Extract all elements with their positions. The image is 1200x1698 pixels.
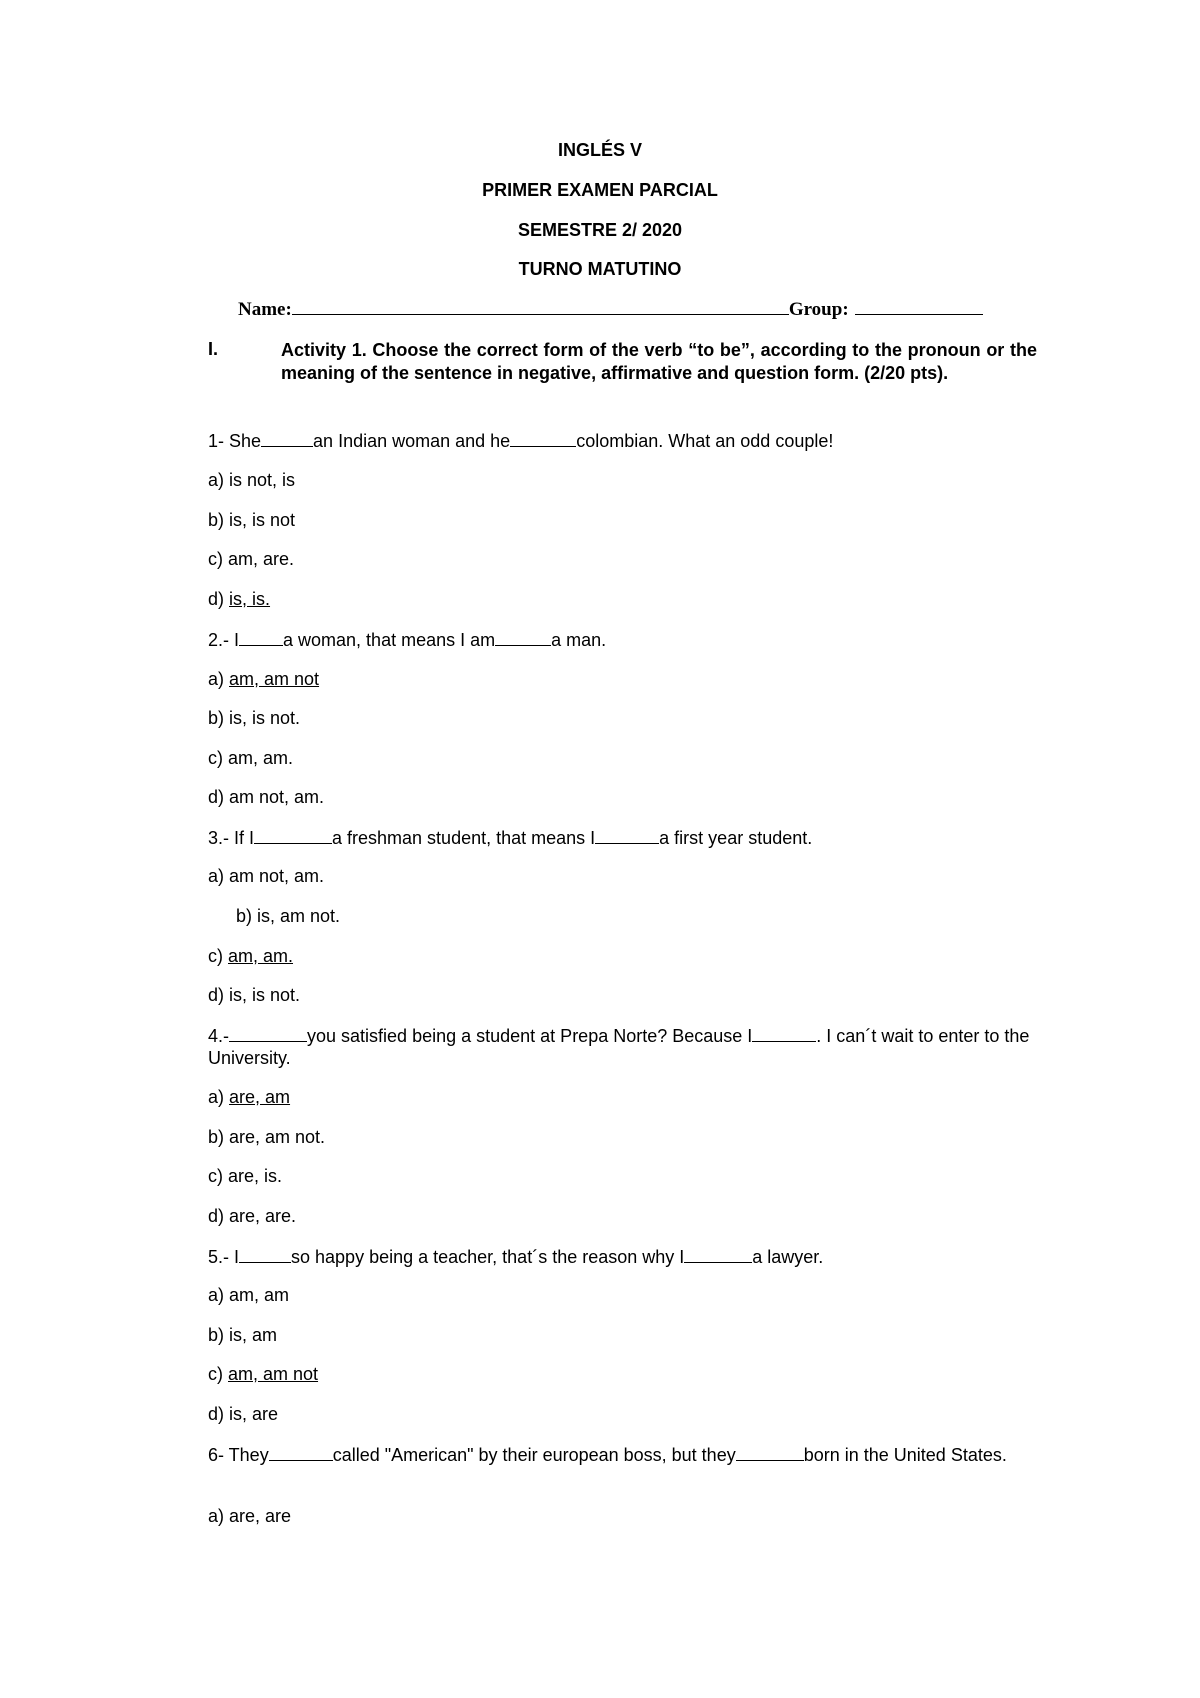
option-selected [208,1364,318,1385]
semester-title: SEMESTRE 2/ 2020 [517,220,683,240]
name-label: Name: [238,299,292,320]
question-6 [208,1444,1053,1466]
answer-blank [736,1445,804,1461]
question-text: 4.- [208,1026,230,1046]
option: d) am not, am. [208,787,325,807]
option-selected [208,1087,290,1108]
shift-title: TURNO MATUTINO [518,259,682,279]
option: b) is, am [208,1325,278,1345]
option: b) is, is not. [208,708,301,728]
option: a) is not, is [208,470,296,490]
option-letter: a) [208,669,230,689]
option: b) is, is not [208,510,296,530]
question-text: born in the United States. [803,1445,1007,1465]
section-number: I. [208,339,219,359]
exam-title: PRIMER EXAMEN PARCIAL [482,180,718,200]
option-letter: c) [208,946,228,966]
question-text: 3.- If I [208,828,255,848]
option-selected [208,589,270,610]
question-1 [208,430,1048,452]
question-text: called "American" by their european boss, but they [332,1445,736,1465]
answer-blank [239,630,283,646]
question-text: colombian. What an odd couple! [576,431,834,451]
question-text: a first year student. [659,828,813,848]
option: a) am not, am. [208,866,325,886]
course-title: INGLÉS V [557,140,642,160]
option: d) are, are. [208,1206,297,1226]
name-blank [292,298,789,315]
option-letter: d) [208,589,230,609]
question-text: 1- She [208,431,262,451]
option-letter: c) [208,1364,228,1384]
question-text: a woman, that means I am [283,630,496,650]
answer-blank [229,1026,307,1042]
underlined-answer: is, is. [229,589,271,609]
question-text: an Indian woman and he [313,431,511,451]
option-letter: a) [208,1087,230,1107]
group-label: Group: [788,299,849,320]
question-text: a man. [551,630,607,650]
answer-blank [595,828,659,844]
student-info-line [238,298,978,321]
question-text: 5.- I [208,1247,240,1267]
answer-blank [239,1247,291,1263]
question-text: so happy being a teacher, that´s the reason why I [291,1247,685,1267]
option: d) is, are [208,1404,279,1424]
option: b) is, am not. [236,906,341,926]
section-instruction: Activity 1. Choose the correct form of the verb “to be”, according to the pronoun or the meaning of the sentence in negative, affirmative and question form. (2/20 pts). [281,340,1037,383]
question-text: a freshman student, that means I [332,828,596,848]
option-selected [208,946,293,967]
underlined-answer: am, am. [228,946,294,966]
answer-blank [495,630,551,646]
group-blank [855,298,983,315]
answer-blank [254,828,332,844]
question-text: a lawyer. [752,1247,824,1267]
answer-blank [752,1026,816,1042]
answer-blank [684,1247,752,1263]
question-2 [208,629,1048,651]
option-selected [208,669,319,690]
option: c) are, is. [208,1166,283,1186]
underlined-answer: am, am not [229,669,320,689]
question-text: 6- They [208,1445,269,1465]
option: c) am, are. [208,549,295,569]
question-text: . I can´t wait to enter to the University. [208,1026,1030,1068]
question-4 [208,1025,1053,1069]
option: a) am, am [208,1285,290,1305]
answer-blank [261,431,313,447]
underlined-answer: are, am [229,1087,291,1107]
question-text: 2.- I [208,630,240,650]
answer-blank [269,1445,333,1461]
question-3 [208,827,1048,849]
option: b) are, am not. [208,1127,326,1147]
answer-blank [510,431,576,447]
question-text: you satisfied being a student at Prepa Norte? Because I [307,1026,753,1046]
underlined-answer: am, am not [228,1364,319,1384]
option: a) are, are [208,1506,292,1526]
question-5 [208,1246,1048,1268]
option: d) is, is not. [208,985,301,1005]
option: c) am, am. [208,748,294,768]
